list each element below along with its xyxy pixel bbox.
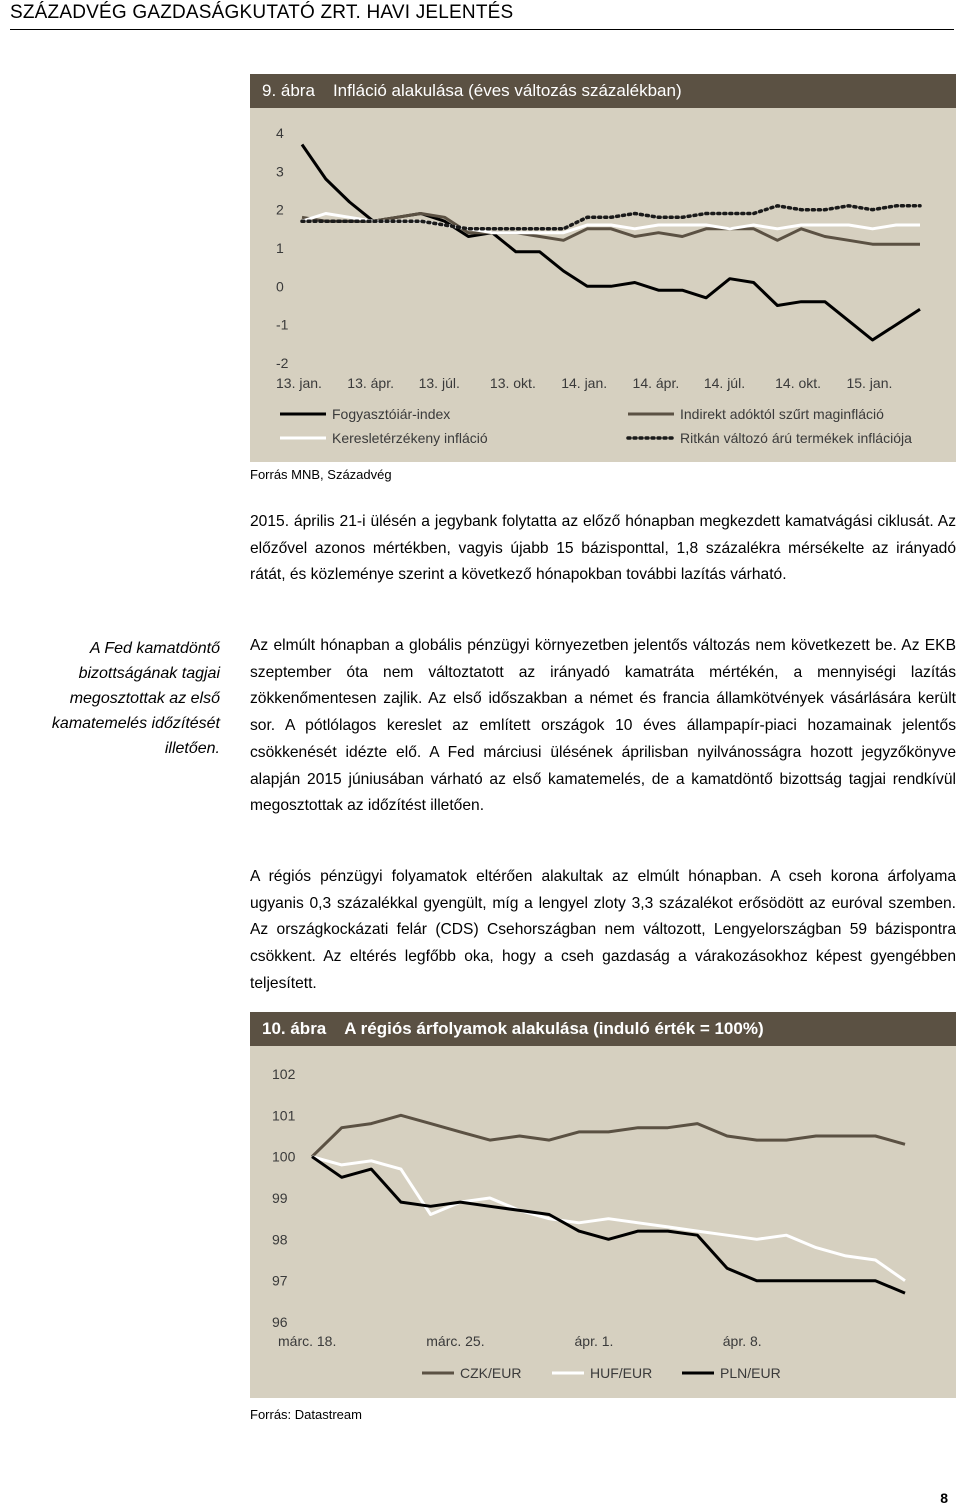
paragraph-1: 2015. április 21-i ülésén a jegybank folytatta az előző hónapban megkezdett kamatvágási ciklusát. Az előzővel azonos mértékben, vagyis újabb 15 bázisponttal, 1,8 százalékra mérsékelte az irányadó rátát, és közleménye szerint a következő hónapokban további lazítás várható.: [250, 513, 956, 584]
series-line-0: [302, 145, 920, 341]
y-tick-label: 3: [276, 163, 284, 180]
y-tick-label: 98: [272, 1231, 288, 1248]
legend-label: Ritkán változó árú termékek inflációja: [680, 430, 912, 446]
figure9-title: Infláció alakulása (éves változás százalékban): [332, 81, 682, 100]
x-tick-label: 13. jan.: [276, 375, 322, 391]
y-tick-label: -2: [276, 355, 289, 371]
x-tick-label: 13. ápr.: [347, 375, 395, 391]
report-header: [10, 2, 954, 30]
figure10-source: Forrás: Datastream: [250, 1407, 362, 1422]
x-tick-label: 13. okt.: [489, 375, 536, 391]
y-tick-label: -1: [276, 316, 289, 333]
paragraph-3: A régiós pénzügyi folyamatok eltérően alakultak az elmúlt hónapban. A cseh korona árfolyama ugyanis 0,3 százalékkal gyengült, míg a lengyel zloty 3,3 százalékot erősödött az euróval szemben. Az országkockázati felár (CDS) Csehországban nem változott, Lengyelországban 59 bázispontra csökkent. Az eltérés legfőbb oka, hogy a cseh gazdaság a várakozásokhoz képest gyengébben teljesített.: [250, 868, 956, 992]
legend-label: HUF/EUR: [590, 1365, 653, 1381]
y-tick-label: 100: [272, 1148, 296, 1165]
inflation-chart-svg: [250, 108, 956, 462]
x-tick-label: 14. jan.: [561, 375, 608, 391]
legend-label: CZK/EUR: [460, 1365, 522, 1381]
y-tick-label: 101: [272, 1107, 296, 1124]
x-tick-label: ápr. 1.: [574, 1333, 614, 1349]
paragraph-2: Az elmúlt hónapban a globális pénzügyi környezetben jelentős változás nem következett be. Az EKB szeptember óta nem változtatott az irányadó kamatráta mértékén, a mennyiségi lazítás zökkenőmentesen zajlik. Az első időszakban a német és francia államkötvények vásárlására került sor. A pótlólagos kereslet az említett országok 10 éves állampapír-piaci hozamainak jelentős csökkenését idézte elő. A Fed márciusi ülésének áprilisban nyilvánosságra hozott jegyzőkönyve alapján 2015 júniusában várható az első kamatemelés, de a kamatdöntő bizottság tagjai rendkívül megosztottak az időzítést illetően.: [250, 637, 956, 815]
x-tick-label: ápr. 8.: [722, 1333, 762, 1349]
exchange-rate-chart-svg: [250, 1046, 956, 1398]
figure10-title-bar: [250, 1012, 956, 1046]
y-tick-label: 96: [272, 1314, 288, 1330]
y-tick-label: 4: [276, 125, 284, 141]
y-tick-label: 0: [276, 278, 284, 295]
x-tick-label: 14. júl.: [703, 375, 746, 391]
series-line-2: [312, 1157, 905, 1293]
legend-label: Keresletérzékeny infláció: [332, 430, 488, 446]
x-tick-label: márc. 18.: [278, 1333, 337, 1349]
y-tick-label: 102: [272, 1066, 296, 1082]
figure10-number: 10. ábra: [262, 1019, 327, 1038]
x-tick-label: 15. jan.: [846, 375, 893, 391]
exchange-rate-chart: [250, 1046, 956, 1398]
inflation-chart: [250, 108, 956, 462]
series-line-1: [312, 1157, 905, 1281]
y-tick-label: 1: [276, 240, 284, 256]
report-title: SZÁZADVÉG GAZDASÁGKUTATÓ ZRT. HAVI JELENTÉS: [10, 2, 514, 23]
page-number: 8: [940, 1490, 948, 1506]
x-tick-label: 14. ápr.: [632, 375, 680, 391]
figure9-number: 9. ábra: [262, 81, 315, 100]
y-tick-label: 2: [276, 201, 284, 218]
series-line-0: [312, 1115, 905, 1156]
legend-label: Fogyasztóiár-index: [332, 406, 451, 422]
y-tick-label: 99: [272, 1190, 288, 1206]
figure9-source: Forrás MNB, Századvég: [250, 467, 392, 482]
y-tick-label: 97: [272, 1272, 288, 1289]
figure10-title: A régiós árfolyamok alakulása (induló érték = 100%): [344, 1019, 764, 1038]
legend-label: Indirekt adóktól szűrt maginfláció: [680, 406, 884, 422]
x-tick-label: 14. okt.: [775, 375, 822, 391]
figure9-title-bar: [250, 74, 956, 108]
x-tick-label: 13. júl.: [418, 375, 460, 391]
margin-note: A Fed kamatdöntő bizottságának tagjai megosztottak az első kamatemelés időzítését illetően.: [51, 640, 220, 757]
legend-label: PLN/EUR: [720, 1365, 781, 1381]
x-tick-label: márc. 25.: [426, 1333, 485, 1349]
